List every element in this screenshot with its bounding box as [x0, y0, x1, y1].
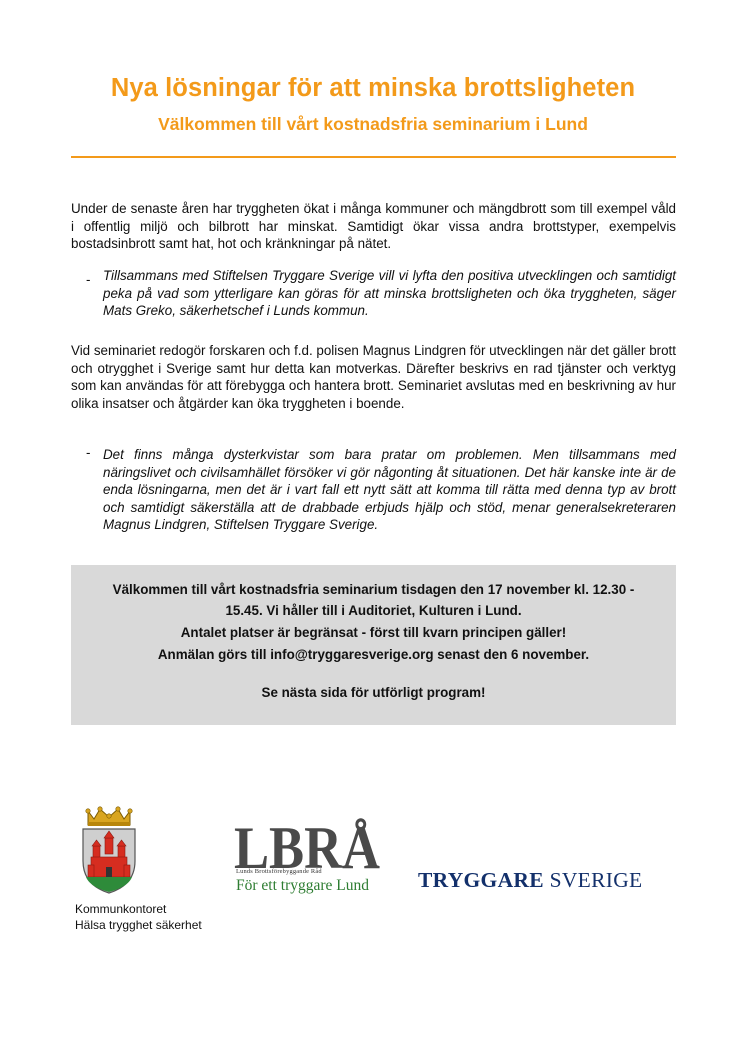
lund-coat-of-arms-icon: [80, 805, 138, 895]
sverige-word: SVERIGE: [549, 868, 643, 892]
lbra-subtitle: Lunds Brottsförebyggande Råd: [236, 868, 322, 875]
lbra-logo-text: LBRÅ: [234, 815, 380, 872]
quote-block-lindgren: [86, 446, 676, 534]
tryggare-word: TRYGGARE: [418, 868, 544, 892]
orange-divider: [71, 156, 676, 158]
kommun-department: Hälsa trygghet säkerhet: [75, 918, 202, 932]
quote-dash: -: [86, 445, 91, 460]
lbra-logo: [234, 800, 384, 872]
quote-block-greko: [86, 267, 676, 320]
quote-dash: -: [86, 272, 91, 287]
invitation-line: Anmälan görs till info@tryggaresverige.org senast den 6 november.: [157, 647, 590, 662]
tryggare-sverige-logo: [418, 868, 642, 893]
quote-text: Det finns många dysterkvistar som bara pratar om problemen. Men tillsammans med näringslivet och civilsamhället försöker vi gör någonting åt situationen. Det här kanske inte är de enda lösningarna, men det är i vart fall ett nytt sätt att komma till rätta med denna typ av brott och samtidigt säkerställa att de drabbade erbjuds hjälp och stöd, menar generalsekreteraren Magnus Lindgren, Stiftelsen Tryggare Sverige.: [103, 447, 676, 532]
quote-text: Tillsammans med Stiftelsen Tryggare Sverige vill vi lyfta den positiva utvecklingen och samtidigt peka på vad som ytterligare kan göras för att minska brottsligheten och öka tryggheten, säger Mats Greko, säkerhetschef i Lunds kommun.: [103, 268, 676, 318]
invitation-line: 15.45. Vi håller till i Auditoriet, Kulturen i Lund.: [225, 603, 522, 618]
program-note: Se nästa sida för utförligt program!: [261, 685, 486, 700]
lbra-tagline: För ett tryggare Lund: [236, 877, 370, 894]
invitation-line: Antalet platser är begränsat - först till kvarn principen gäller!: [180, 625, 567, 640]
kommun-label: Kommunkontoret: [75, 902, 167, 916]
invitation-line: Välkommen till vårt kostnadsfria seminarium tisdagen den 17 november kl. 12.30 -: [112, 582, 635, 597]
invitation-box: [71, 565, 676, 725]
intro-paragraph: Under de senaste åren har tryggheten ökat i många kommuner och mängdbrott som till exempel våld i offentlig miljö och bilbrott har minskat. Samtidigt ökar vissa andra brottstyper, exempelvis bostadsinbrott samt hat, hot och kränkningar på nätet.: [71, 201, 676, 251]
page-title: Nya lösningar för att minska brottsligheten: [110, 74, 636, 102]
seminar-paragraph: Vid seminariet redogör forskaren och f.d. polisen Magnus Lindgren för utvecklingen när det gäller brott och otrygghet i Sverige samt hur detta kan motverkas. Därefter beskrivs en rad tjänster och verktyg som kan användas för att förebygga och hantera brott. Seminariet avslutas med en beskrivning av hur olika insatser och åtgärder kan öka tryggheten i boende.: [71, 343, 676, 411]
page-subtitle: Välkommen till vårt kostnadsfria seminarium i Lund: [158, 114, 588, 134]
